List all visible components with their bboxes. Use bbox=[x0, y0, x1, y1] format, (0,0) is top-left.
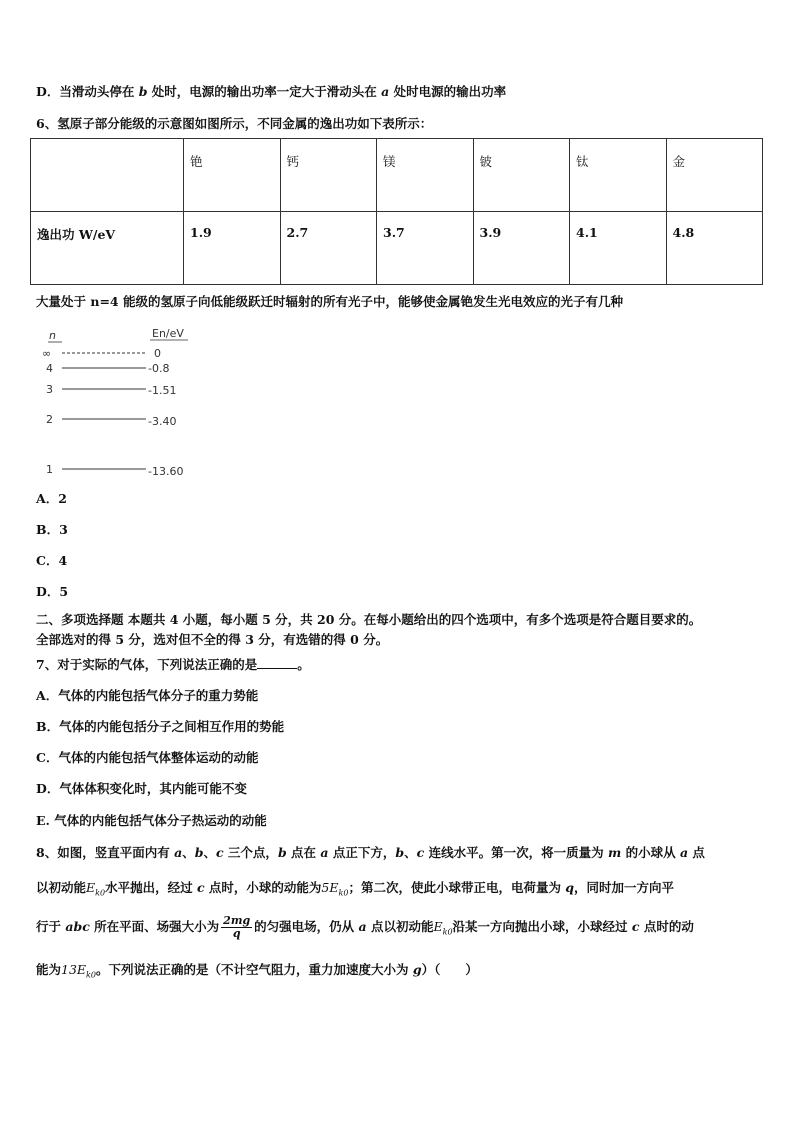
level-e: -13.60 bbox=[148, 465, 184, 478]
q8-line1: 8、如图，竖直平面内有 a、b、c 三个点，b 点在 a 点正下方，b、c 连线水平。第一次，将一质量为 m 的小球从 a 点 bbox=[36, 845, 705, 860]
q8-line2: 以初动能$E_{k0}$水平抛出，经过 c 点时，小球的动能为$5E_{k0}$；第二次，使此小球带正电，电荷量为 q，同时加一方向平 bbox=[36, 880, 675, 898]
work-function-value: 1.9 bbox=[184, 212, 281, 285]
q8-line4: 能为$13E_{k0}$。下列说法正确的是（不计空气阻力，重力加速度大小为 g）（ ） bbox=[36, 962, 478, 980]
table-corner-cell bbox=[31, 139, 184, 212]
q7-option-c[interactable]: C．气体的内能包括气体整体运动的动能 bbox=[36, 750, 259, 765]
energy-axis-label: En/eV bbox=[152, 327, 184, 340]
level-n: 2 bbox=[46, 413, 53, 426]
q7-stem: 7、对于实际的气体，下列说法正确的是 。 bbox=[36, 657, 310, 672]
level-e: 0 bbox=[154, 347, 161, 360]
work-function-table bbox=[30, 138, 763, 285]
section2-line2: 全部选对的得 5 分，选对但不全的得 3 分，有选错的得 0 分。 bbox=[36, 632, 389, 647]
metal-name: 镁 bbox=[377, 139, 474, 212]
q5-option-d: D．当滑动头停在 b 处时，电源的输出功率一定大于滑动头在 a 处时电源的输出功率 bbox=[36, 84, 507, 99]
n-axis-label: n bbox=[49, 329, 56, 342]
metal-name: 铯 bbox=[184, 139, 281, 212]
work-function-value: 4.1 bbox=[570, 212, 667, 285]
q7-option-a[interactable]: A．气体的内能包括气体分子的重力势能 bbox=[36, 688, 259, 703]
level-n: ∞ bbox=[42, 347, 52, 360]
answer-blank bbox=[257, 658, 297, 669]
metal-name: 金 bbox=[666, 139, 763, 212]
q7-option-d[interactable]: D．气体体积变化时，其内能可能不变 bbox=[36, 781, 247, 796]
ek0-symbol: $5E_{k0}$ bbox=[321, 880, 349, 898]
metal-name: 铍 bbox=[473, 139, 570, 212]
work-function-value: 4.8 bbox=[666, 212, 763, 285]
work-function-value: 3.7 bbox=[377, 212, 474, 285]
work-function-value: 3.9 bbox=[473, 212, 570, 285]
level-e: -1.51 bbox=[148, 384, 177, 397]
q7-option-b[interactable]: B．气体的内能包括分子之间相互作用的势能 bbox=[36, 719, 285, 734]
metal-name: 钛 bbox=[570, 139, 667, 212]
q6-stem: 6、氢原子部分能级的示意图如图所示，不同金属的逸出功如下表所示： bbox=[36, 116, 433, 131]
q6-option-b[interactable]: B．3 bbox=[36, 522, 68, 537]
ek0-symbol: $13E_{k0}$ bbox=[61, 962, 96, 980]
ek0-symbol: $E_{k0}$ bbox=[86, 880, 106, 898]
work-function-value: 2.7 bbox=[280, 212, 377, 285]
q6-option-c[interactable]: C．4 bbox=[36, 553, 68, 568]
metal-name: 钙 bbox=[280, 139, 377, 212]
field-strength-fraction: $\frac{2mg}{q}$ bbox=[223, 914, 251, 941]
energy-level-diagram bbox=[40, 322, 200, 482]
level-n: 4 bbox=[46, 362, 53, 375]
section2-line1: 二、多项选择题 本题共 4 小题，每小题 5 分，共 20 分。在每小题给出的四个选项中，有多个选项是符合题目要求的。 bbox=[36, 612, 702, 627]
q6-option-a[interactable]: A．2 bbox=[36, 491, 67, 506]
level-e: -0.8 bbox=[148, 362, 170, 375]
q6-option-d[interactable]: D．5 bbox=[36, 584, 69, 599]
level-n: 3 bbox=[46, 383, 53, 396]
row-label: 逸出功 W/eV bbox=[31, 212, 184, 285]
q7-option-e[interactable]: E. 气体的内能包括气体分子热运动的动能 bbox=[36, 813, 267, 828]
table-row bbox=[31, 212, 763, 285]
q6-question: 大量处于 n=4 能级的氢原子向低能级跃迁时辐射的所有光子中，能够使金属铯发生光电效应的光子有几种 bbox=[36, 294, 623, 309]
ek0-symbol: $E_{k0}$ bbox=[433, 919, 453, 937]
level-e: -3.40 bbox=[148, 415, 177, 428]
level-n: 1 bbox=[46, 463, 53, 476]
table-row bbox=[31, 139, 763, 212]
q8-line3: 行于 abc 所在平面、场强大小为 $\frac{2mg}{q}$ 的匀强电场，仍从 a 点以初动能$E_{k0}$沿某一方向抛出小球，小球经过 c 点时的动 bbox=[36, 914, 694, 941]
